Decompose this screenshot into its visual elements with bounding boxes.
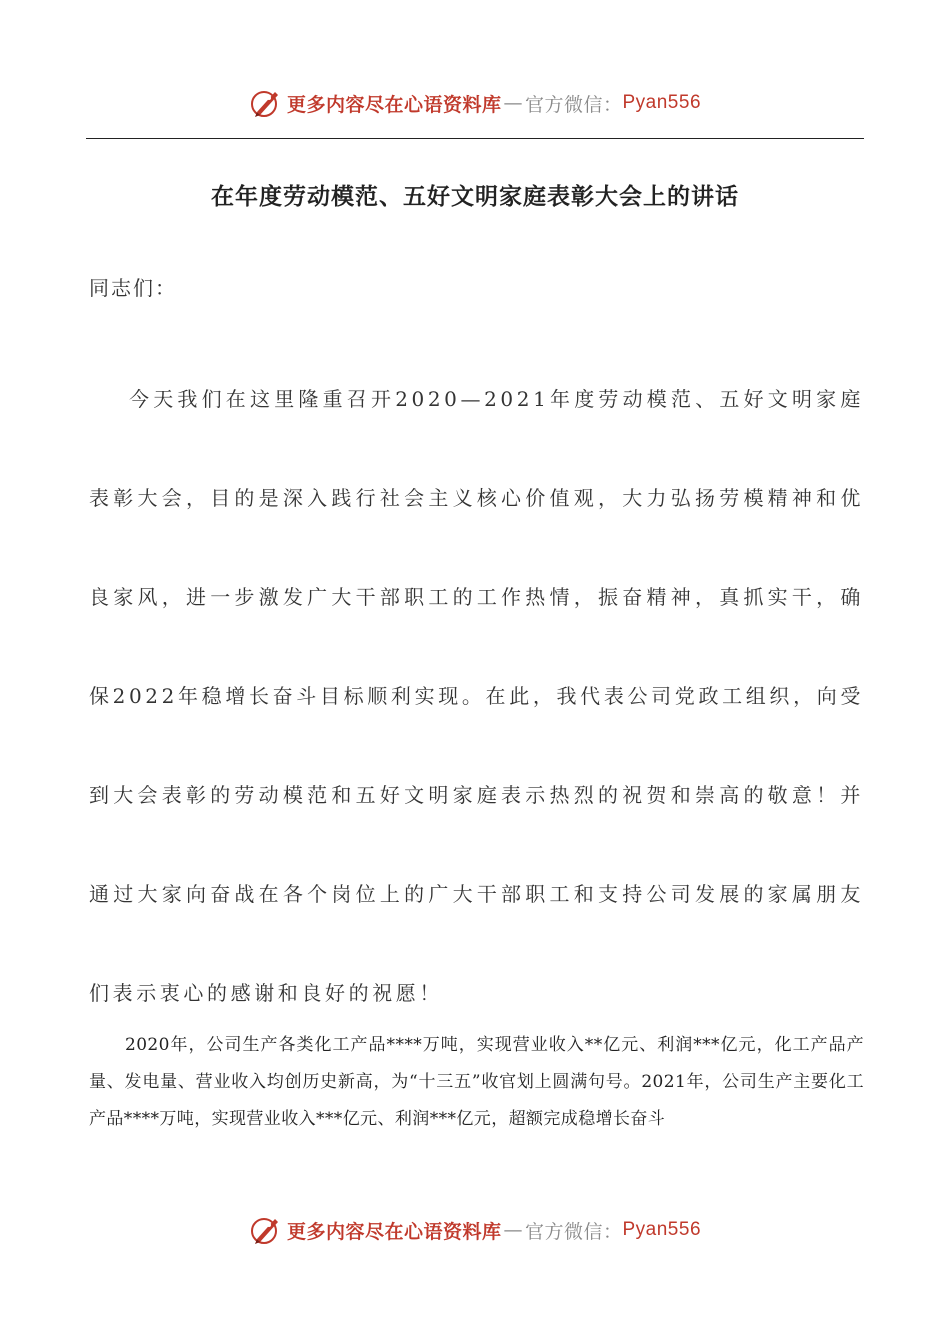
watermark-dash: — [503, 92, 523, 114]
body-paragraph-1: 今天我们在这里隆重召开2020—2021年度劳动模范、五好文明家庭表彰大会，目的是深入践行社会主义核心价值观，大力弘扬劳模精神和优良家风，进一步激发广大干部职工的工作热情，振奋精神，真抓实干，确保2022年稳增长奋斗目标顺利实现。在此，我代表公司党政工组织，向受到大会表彰的劳动模范和五好文明家庭表示热烈的祝贺和崇高的敬意！并通过大家向奋战在各个岗位上的广大干部职工和支持公司发展的家属朋友们表示衷心的感谢和良好的祝愿！ [89, 387, 864, 1005]
watermark-wechat-id: Pyan556 [622, 92, 702, 113]
pen-logo-icon [249, 1213, 283, 1247]
watermark-dash: — [503, 1219, 523, 1241]
watermark-middle: 官方微信： [524, 1220, 623, 1243]
salutation: 同志们： [89, 276, 177, 300]
page-title: 在年度劳动模范、五好文明家庭表彰大会上的讲话 [211, 183, 739, 210]
watermark-prefix: 更多内容尽在心语资料库 [286, 93, 502, 116]
watermark-wechat-id: Pyan556 [622, 1219, 702, 1240]
footer-watermark [0, 1210, 950, 1250]
watermark-prefix: 更多内容尽在心语资料库 [286, 1220, 502, 1243]
body-paragraph-2: 2020年，公司生产各类化工产品****万吨，实现营业收入**亿元、利润***亿元，化工产品产量、发电量、营业收入均创历史新高，为“十三五”收官划上圆满句号。2021年，公司生产主要化工产品****万吨，实现营业收入***亿元、利润***亿元，超额完成稳增长奋斗 [89, 1035, 864, 1129]
pen-logo-icon [249, 86, 283, 120]
header-divider [86, 138, 864, 139]
watermark-middle: 官方微信： [524, 93, 623, 116]
header-watermark [0, 83, 950, 123]
